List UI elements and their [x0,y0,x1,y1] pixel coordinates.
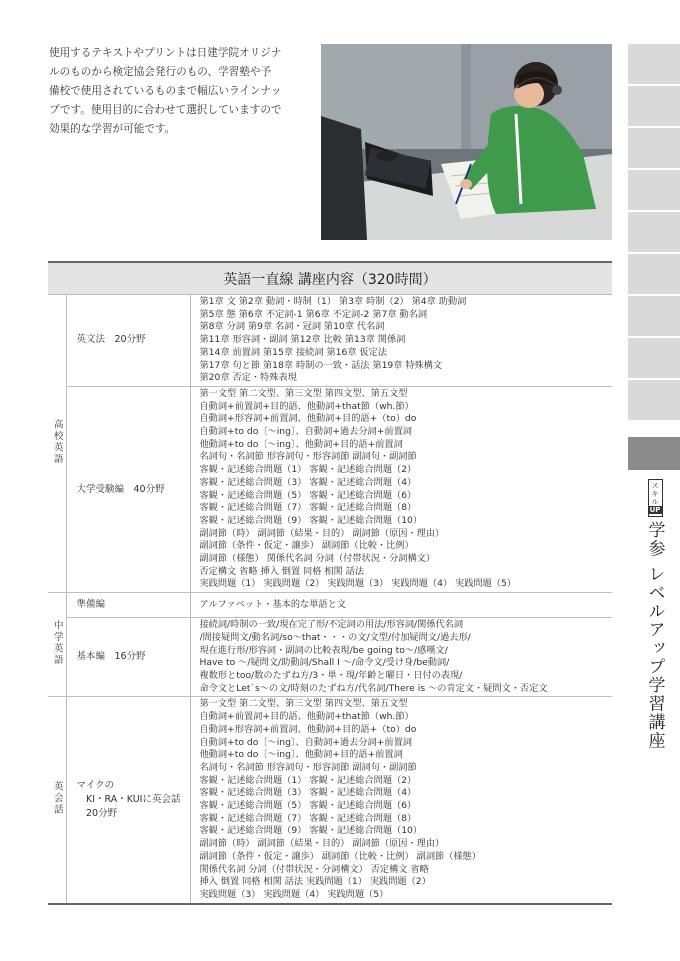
content-line: 客観・記述総合問題（7） 客観・記述総合問題（8） [199,812,417,824]
content-line: 第一文型 第二文型、第三文型 第四文型、第五文型 [199,387,408,399]
side-tab-active [628,437,680,470]
side-tab [628,296,680,336]
content-line: 接続詞/時制の一致/現在完了形/不定詞の用法/形容詞/関係代名詞 [199,619,464,631]
intro-line: プです。使用目的に合わせて選択していますので [49,104,282,116]
student-photo [321,44,612,240]
category-cell [48,593,66,697]
content-line: 命令文とLet`s～の文/時刻のたずね方/代名詞/There is ～の肯定文・疑問文・否定文 [199,682,548,694]
content-line: 挿入 倒置 同格 相関 話法 実践問題（1） 実践問題（2） [199,876,431,888]
content-cell [190,295,612,387]
side-tab [628,380,680,420]
content-cell [190,618,612,697]
content-line: 客観・記述総合問題（5） 客観・記述総合問題（6） [199,800,417,812]
content-line: 副詞節（条件・仮定・譲歩） 副詞節（比較・比例） 副詞節（様態） [199,850,481,862]
category-cell [48,697,66,904]
content-line: 客観・記述総合問題（3） 客観・記述総合問題（4） [199,476,417,488]
subject-line: KI・RA・KUIに英会話 [76,794,181,806]
category-label: 高校英語 [51,419,63,466]
content-line: 副詞節（条件・仮定・譲歩） 副詞節（比較・比例） [199,540,414,552]
content-line: 第11章 形容詞・副詞 第12章 比較 第13章 関係詞 [199,334,406,346]
content-line: 自動詞+形容詞+前置詞、他動詞+目的語+（to）do [199,413,417,425]
subject-cell: 基本編 16分野 [66,618,190,697]
intro-line: ルのものから検定協会発行のもの、学習塾や予 [49,66,272,78]
intro-line: 効果的な学習が可能です。 [49,123,176,135]
content-line: 客観・記述総合問題（9） 客観・記述総合問題（10） [199,514,423,526]
content-line: 他動詞+to do〔～ing〕、他動詞+目的語+前置詞 [199,749,403,761]
table-title-row [48,262,612,295]
content-line: 客観・記述総合問題（3） 客観・記述総合問題（4） [199,787,417,799]
content-line: 自動詞+前置詞+目的語、他動詞+that節（wh.節） [199,711,414,723]
content-line: 第1章 文 第2章 動詞・時制（1） 第3章 時制（2） 第4章 助動詞 [199,296,467,307]
content-line: Have to ～/疑問文/助動詞/Shall I ～/命令文/受け身/be動詞/ [199,657,450,669]
content-line: 複数形とtoo/数のたずね方/3・単・現/年齢と曜日・日付の表現/ [199,669,463,681]
content-cell [190,593,612,618]
side-tab [628,44,680,84]
section-vertical-label [640,479,670,750]
content-line: 客観・記述総合問題（9） 客観・記述総合問題（10） [199,825,423,837]
content-line: 自動詞+to do〔～ing〕、自動詞+過去分詞+前置詞 [199,426,412,438]
student-photo-illustration [321,44,612,240]
table-row [48,697,612,904]
table-row [48,386,612,592]
content-cell [190,697,612,904]
content-line: 客観・記述総合問題（1） 客観・記述総合問題（2） [199,774,417,786]
subject-line: 20分野 [76,808,118,820]
content-cell [190,386,612,592]
content-line: 第5章 態 第6章 不定詞-1 第6章 不定詞-2 第7章 動名詞 [199,308,428,320]
side-tab [628,86,680,126]
content-line: 副詞節（時） 副詞節（結果・目的） 副詞節（原因・理由） [199,527,445,539]
subject-line: マイクの [76,780,115,792]
content-line: 第17章 句と節 第18章 時制の一致・話法 第19章 特殊構文 [199,359,443,371]
badge-bottom-text: UP [649,506,661,514]
content-line: 自動詞+to do〔～ing〕、自動詞+過去分詞+前置詞 [199,736,412,748]
table-row [48,295,612,387]
content-line: アルファベット・基本的な単語と文 [199,598,346,610]
side-tab [628,254,680,294]
content-line: 実践問題（3） 実践問題（4） 実践問題（5） [199,888,389,900]
side-tab [628,212,680,252]
content-line: 名詞句・名詞節 形容詞句・形容詞節 副詞句・副詞節 [199,761,417,773]
content-line: 実践問題（1） 実践問題（2） 実践問題（3） 実践問題（4） 実践問題（5） [199,578,517,590]
content-line: 関係代名詞 分詞（付帯状況・分詞構文） 否定構文 省略 [199,863,429,875]
badge-top-text: スキル [651,482,659,506]
subject-cell: 大学受験編 40分野 [66,386,190,592]
subject-cell [66,697,190,904]
content-line: 名詞句・名詞節 形容詞句・形容詞節 副詞句・副詞節 [199,451,417,463]
subject-cell: 準備編 [66,593,190,618]
content-line: 現在進行形/形容詞・副詞の比較表現/be going to～/感嘆文/ [199,644,448,656]
table-row [48,618,612,697]
side-tab [628,338,680,378]
content-line: 自動詞+形容詞+前置詞、他動詞+目的語+（to）do [199,723,417,735]
section-title: 学参 レベルアップ学習講座 [644,521,665,750]
table-title: 英語一直線 講座内容（320時間） [48,262,612,295]
content-line: 客観・記述総合問題（1） 客観・記述総合問題（2） [199,464,417,476]
content-line: 副詞節（様態） 関係代名詞 分詞（付帯状況・分詞構文） [199,553,436,565]
content-line: 第20章 否定・特殊表現 [199,372,297,384]
content-line: /間接疑問文/動名詞/so～that・・・の文/文型/付加疑問文/過去形/ [199,631,471,643]
category-cell [48,295,66,593]
category-label: 英会話 [51,781,63,816]
course-table [48,261,612,905]
content-line: 副詞節（時） 副詞節（結果・目的） 副詞節（原因・理由） [199,838,445,850]
content-line: 客観・記述総合問題（5） 客観・記述総合問題（6） [199,489,417,501]
content-line: 客観・記述総合問題（7） 客観・記述総合問題（8） [199,502,417,514]
skill-up-badge [648,479,663,517]
intro-line: 備校で使用されているものまで幅広いラインナッ [49,85,282,97]
content-line: 第14章 前置詞 第15章 接続詞 第16章 仮定法 [199,346,387,358]
content-line: 自動詞+前置詞+目的語、他動詞+that節（wh.節） [199,400,414,412]
side-tab [628,128,680,168]
table-row [48,593,612,618]
category-label: 中学英語 [51,620,63,667]
subject-cell: 英文法 20分野 [66,295,190,387]
intro-paragraph [49,44,311,139]
content-line: 他動詞+to do〔～ing〕、他動詞+目的語+前置詞 [199,438,403,450]
content-line: 第一文型 第二文型、第三文型 第四文型、第五文型 [199,698,408,710]
side-tab [628,170,680,210]
intro-line: 使用するテキストやプリントは日建学院オリジナ [49,47,282,59]
content-line: 第8章 分詞 第9章 名詞・冠詞 第10章 代名詞 [199,321,385,333]
content-line: 否定構文 省略 挿入 倒置 同格 相関 話法 [199,565,365,577]
